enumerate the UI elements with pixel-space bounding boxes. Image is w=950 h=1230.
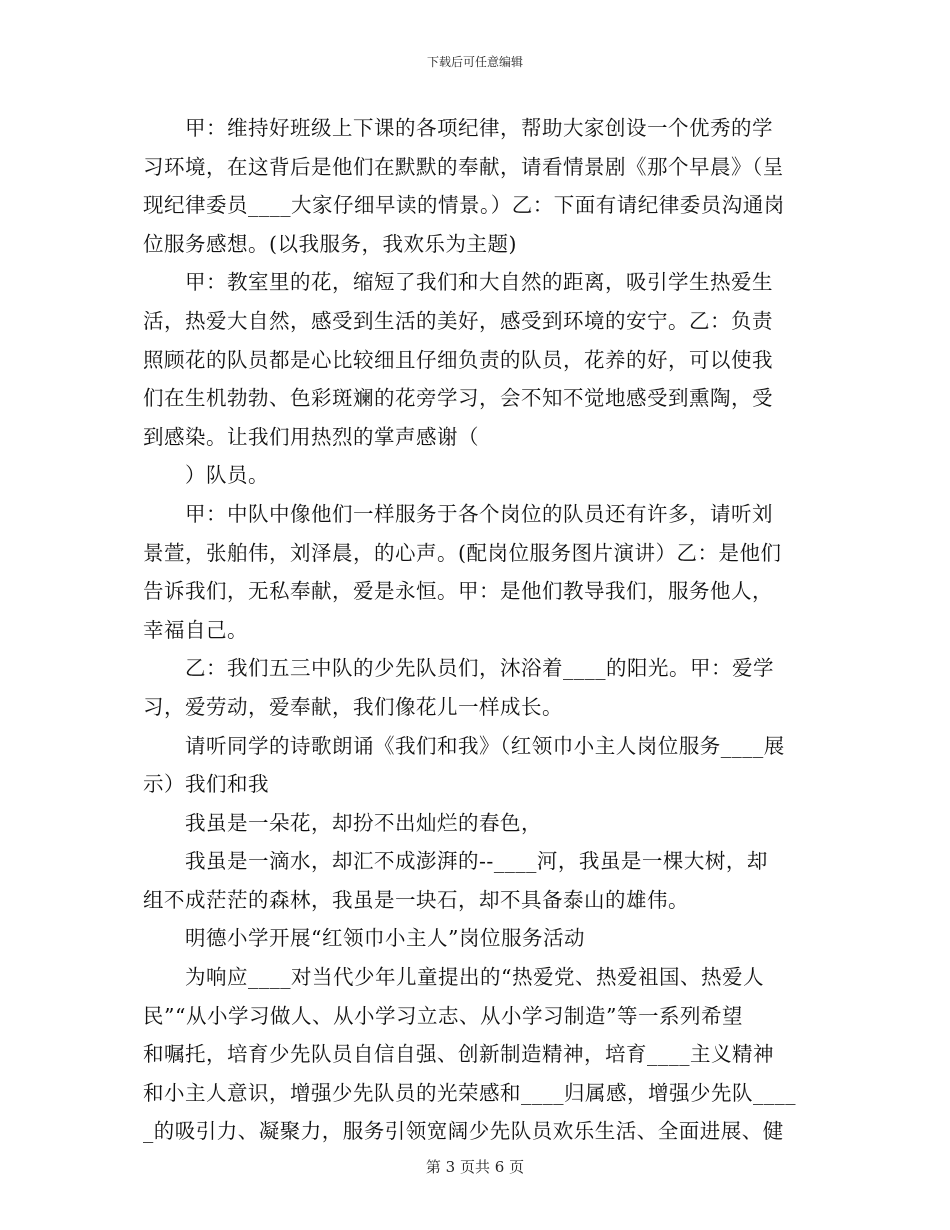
text-line: 组不成茫茫的森林，我虽是一块石，却不具备泰山的雄伟。 [143,887,689,912]
text-line: _的吸引力、凝聚力，服务引领宽阔少先队员欢乐生活、全面进展、健 [143,1119,784,1144]
text-line: 现纪律委员____大家仔细早读的情景。）乙：下面有请纪律委员沟通岗 [143,193,785,218]
text-line: 乙：我们五三中队的少先队员们，沐浴着____的阳光。甲：爱学 [185,656,774,681]
text-line: 示）我们和我 [143,772,269,797]
text-line: 幸福自己。 [143,617,248,642]
text-line: 位服务感想。(以我服务，我欢乐为主题) [143,231,517,256]
text-line: 习，爱劳动，爱奉献，我们像花儿一样成长。 [143,694,563,719]
text-line: 我虽是一滴水，却汇不成澎湃的--____河，我虽是一棵大树，却 [185,849,768,874]
text-line: 景萱，张舶伟，刘泽晨，的心声。(配岗位服务图片演讲）乙：是他们 [143,540,782,565]
document-body [143,109,813,1151]
text-line: 为响应____对当代少年儿童提出的“热爱党、热爱祖国、热爱人 [185,965,764,990]
text-line: 习环境，在这背后是他们在默默的奉献，请看情景剧《那个早晨》（呈 [143,154,784,179]
text-line: 活，热爱大自然，感受到生活的美好，感受到环境的安宁。乙：负责 [143,308,773,333]
text-line: ）队员。 [185,463,269,488]
text-line: 甲：中队中像他们一样服务于各个岗位的队员还有许多，请听刘 [185,501,773,526]
text-line: 告诉我们，无私奉献，爱是永恒。甲：是他们教导我们，服务他人， [143,579,773,604]
text-line: 们在生机勃勃、色彩斑斓的花旁学习，会不知不觉地感受到熏陶，受 [143,386,773,411]
text-line: 照顾花的队员都是心比较细且仔细负责的队员，花养的好，可以使我 [143,347,773,372]
text-line: 请听同学的诗歌朗诵《我们和我》（红领巾小主人岗位服务____展 [185,733,785,758]
text-line: 到感染。让我们用热烈的掌声感谢（ [143,424,479,449]
text-line: 和小主人意识，增强少先队员的光荣感和____归属感，增强少先队____ [143,1080,796,1105]
text-line: 和嘱托，培育少先队员自信自强、创新制造精神，培育____主义精神 [143,1042,774,1067]
text-line: 明德小学开展“红领巾小主人”岗位服务活动 [185,926,585,951]
text-line: 甲：教室里的花，缩短了我们和大自然的距离，吸引学生热爱生 [185,270,773,295]
text-line: 民”“从小学习做人、从小学习立志、从小学习制造”等一系列希望 [143,1003,743,1028]
text-line: 我虽是一朵花，却扮不出灿烂的春色， [185,810,542,835]
page-footer: 第 3 页共 6 页 [425,1158,525,1176]
text-line: 甲：维持好班级上下课的各项纪律，帮助大家创设一个优秀的学 [185,116,773,140]
page-header: 下载后可任意编辑 [426,55,523,69]
